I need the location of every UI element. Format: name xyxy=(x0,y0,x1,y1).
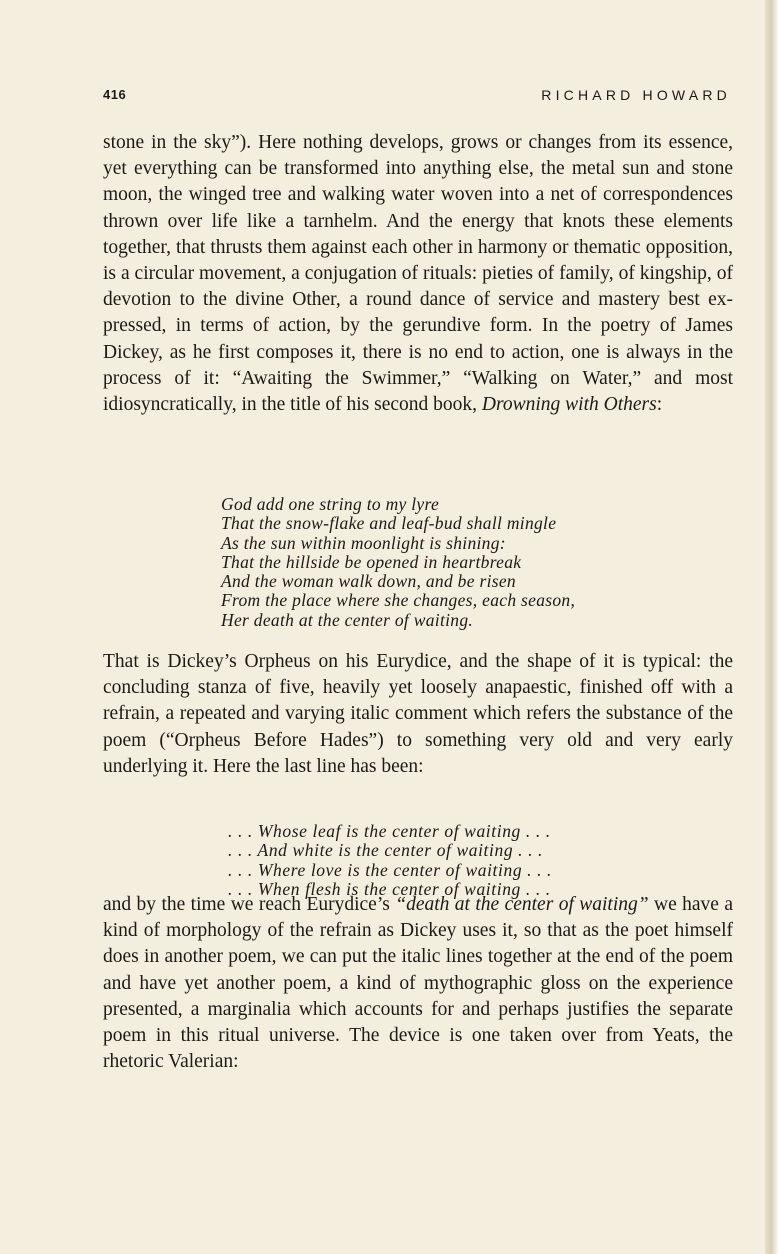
poem-line: That the snow-flake and leaf-bud shall mingle xyxy=(221,513,557,534)
paragraph-3 xyxy=(103,892,733,1075)
book-title: Drowning with Others xyxy=(481,394,657,416)
poem-excerpt xyxy=(221,495,575,630)
poem-line: That the hillside be opened in heartbreak xyxy=(221,551,522,572)
paragraph-3-text-end: we have a kind of morphology of the refrain as Dickey uses it, so that as the poet himself does in another poem, we can put the italic lines together at the end of the poem and have yet another poem, a kind of mythographic gloss on the experience presented, a marginalia which accounts for and perhaps justifies the separate poem in this ritual universe. The device is one taken over from Yeats, the rhetoric Valerian: xyxy=(103,894,733,1073)
refrain-excerpt xyxy=(228,822,552,899)
running-head-author: RICHARD HOWARD xyxy=(541,87,731,103)
paragraph-1 xyxy=(103,130,733,418)
running-head xyxy=(103,87,731,111)
poem-line: God add one string to my lyre xyxy=(221,494,440,514)
page-number: 416 xyxy=(103,87,127,102)
poem-line: From the place where she changes, each season, xyxy=(221,590,576,611)
paragraph-3-text-start: and by the time we reach Eurydice’s xyxy=(103,894,396,915)
paragraph-2: That is Dickey’s Orpheus on his Eurydice, and the shape of it is typical: the concluding stanza of five, heavily yet loosely anapaestic, finished off with a refrain, a repeated and varying italic comment which refers the substance of the poem (“Orpheus Before Hades”) to something very old and very early underlying it. Here the last line has been: xyxy=(103,651,733,777)
page-edge xyxy=(765,0,779,1254)
poem-line: As the sun within moonlight is shining: xyxy=(221,532,506,553)
paragraph-1-end: : xyxy=(656,394,663,416)
poem-line: And the woman walk down, and be risen xyxy=(221,571,516,592)
refrain-line: . . . When flesh is the center of waiting . . . xyxy=(228,878,551,899)
refrain-line: . . . Whose leaf is the center of waiting . . . xyxy=(228,821,551,841)
italic-quote: “death at the center of waiting” xyxy=(395,894,649,915)
refrain-line: . . . Where love is the center of waiting . . . xyxy=(228,859,553,880)
paragraph-1-text: stone in the sky”). Here nothing develops, grows or changes from its essence, yet everything can be transformed into anything else, the metal sun and stone moon, the winged tree and walking water woven into a net of correspondences thrown over life like a tarnhelm. And the energy that knots these elements together, that thrusts them against each other in harmony or thematic opposition, is a circular movement, a conjugation of rituals: pieties of family, of kingship, of devotion to the divine Other, a round dance of service and mastery best expressed, in terms of action, by the gerundive form. In the poetry of James Dickey, as he first composes it, there is no end to action, one is always in the process of it: “Awaiting the Swimmer,” “Walking on Water,” and most idiosyncratically, in the title of his second book, xyxy=(103,132,733,416)
poem-line: Her death at the center of waiting. xyxy=(221,609,474,630)
refrain-line: . . . And white is the center of waiting . . . xyxy=(228,840,544,861)
